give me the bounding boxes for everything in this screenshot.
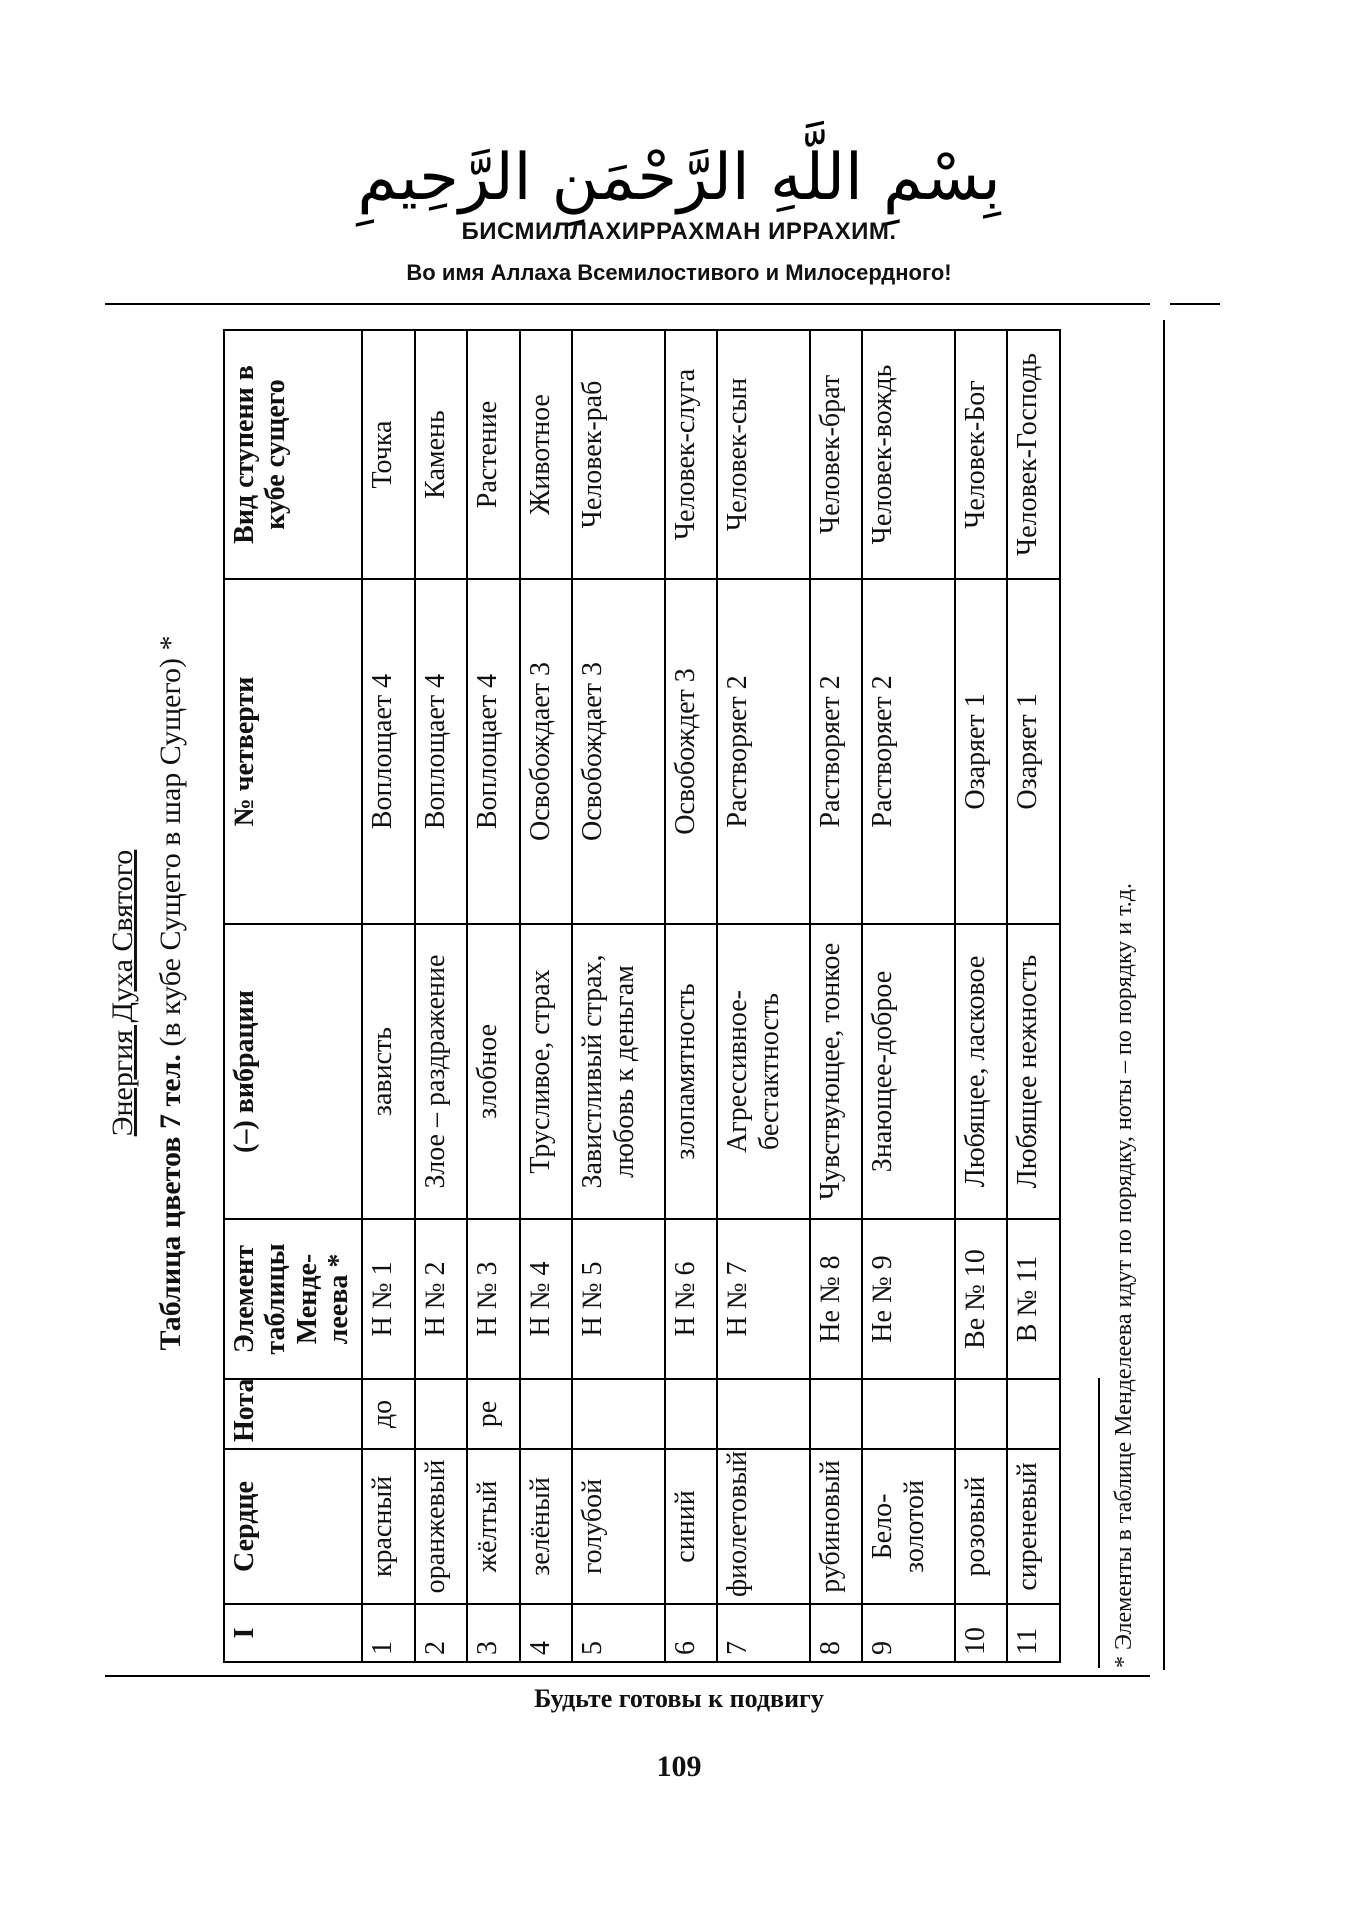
- section-title: Энергия Духа Святого: [106, 849, 139, 1137]
- table-cell: Человек-брат: [810, 330, 863, 579]
- header-cell: № четверти: [224, 579, 362, 924]
- table-cell: [810, 1379, 863, 1449]
- table-cell: злобное: [467, 924, 520, 1219]
- top-rule: [105, 303, 1150, 305]
- table-cell: Н № 3: [467, 1219, 520, 1379]
- header-cell: I: [224, 1604, 362, 1662]
- table-cell: 1: [362, 1604, 415, 1662]
- table-cell: Любящее, ласковое: [955, 924, 1008, 1219]
- table-row: [415, 330, 468, 1662]
- table-cell: Воплощает 4: [467, 579, 520, 924]
- colors-table: [223, 329, 1061, 1663]
- table-cell: Н № 2: [415, 1219, 468, 1379]
- table-cell: Растение: [467, 330, 520, 579]
- table-row: [520, 330, 573, 1662]
- table-header-row: [224, 330, 362, 1662]
- table-cell: [572, 1379, 664, 1449]
- table-cell: Камень: [415, 330, 468, 579]
- table-cell: Н № 6: [665, 1219, 718, 1379]
- table-cell: Озаряет 1: [955, 579, 1008, 924]
- footer-motto: Будьте готовы к подвигу: [534, 1684, 824, 1713]
- table-cell: жёлтый: [467, 1449, 520, 1604]
- table-cell: Н № 5: [572, 1219, 664, 1379]
- table-row: [1007, 330, 1060, 1662]
- table-cell: Животное: [520, 330, 573, 579]
- header-subtitle: Во имя Аллаха Всемилостивого и Милосердного!: [406, 260, 952, 285]
- table-cell: синий: [665, 1449, 718, 1604]
- table-cell: [717, 1379, 809, 1449]
- table-cell: 3: [467, 1604, 520, 1662]
- table-cell: Человек-вождь: [862, 330, 954, 579]
- table-cell: Растворяет 2: [717, 579, 809, 924]
- table-cell: голубой: [572, 1449, 664, 1604]
- table-cell: [955, 1379, 1008, 1449]
- table-cell: Ве № 10: [955, 1219, 1008, 1379]
- table-cell: Человек-слуга: [665, 330, 718, 579]
- table-cell: Н № 7: [717, 1219, 809, 1379]
- table-cell: Чувствующее, тонкое: [810, 924, 863, 1219]
- table-cell: зелёный: [520, 1449, 573, 1604]
- table-cell: Н № 4: [520, 1219, 573, 1379]
- header-cell: Вид ступени в кубе сущего: [224, 330, 362, 579]
- table-row: [572, 330, 664, 1662]
- table-cell: Трусливое, страх: [520, 924, 573, 1219]
- footnote-divider: [1098, 1378, 1100, 1668]
- table-row: [810, 330, 863, 1662]
- table-cell: сиреневый: [1007, 1449, 1060, 1604]
- bottom-rule: [105, 1675, 1150, 1677]
- header-title: БИСМИЛЛАХИРРАХМАН ИРРАХИМ.: [461, 218, 897, 245]
- footnote: * Элементы в таблице Менделеева идут по порядку, ноты – по порядку и т.д.: [1111, 882, 1137, 1668]
- table-cell: Бело-золотой: [862, 1449, 954, 1604]
- table-cell: 7: [717, 1604, 809, 1662]
- table-cell: [415, 1379, 468, 1449]
- table-cell: Человек-Бог: [955, 330, 1008, 579]
- table-title-normal: (в кубе Сущего в шар Сущего) *: [154, 635, 187, 1055]
- table-cell: 4: [520, 1604, 573, 1662]
- table-cell: Человек-раб: [572, 330, 664, 579]
- rotated-content: [100, 318, 1150, 1668]
- table-row: [717, 330, 809, 1662]
- table-cell: Человек-Господь: [1007, 330, 1060, 579]
- table-cell: Точка: [362, 330, 415, 579]
- table-cell: 2: [415, 1604, 468, 1662]
- table-cell: злопамятность: [665, 924, 718, 1219]
- table-cell: Любящее нежность: [1007, 924, 1060, 1219]
- table-cell: [862, 1379, 954, 1449]
- table-row: [955, 330, 1008, 1662]
- table-cell: Агрессивное-бестактность: [717, 924, 809, 1219]
- table-cell: [1007, 1379, 1060, 1449]
- table-cell: рубиновый: [810, 1449, 863, 1604]
- header-cell: Сердце: [224, 1449, 362, 1604]
- top-rule-right: [1170, 303, 1220, 305]
- table-cell: Не № 8: [810, 1219, 863, 1379]
- table-cell: Освобождает 3: [572, 579, 664, 924]
- bismillah-calligraphy: بِسْمِ اللَّهِ الرَّحْمَنِ الرَّحِيمِ: [357, 141, 1001, 215]
- table-cell: Освобождет 3: [665, 579, 718, 924]
- table-cell: ре: [467, 1379, 520, 1449]
- table-title-bold: Таблица цветов 7 тел.: [154, 1054, 187, 1351]
- table-cell: 10: [955, 1604, 1008, 1662]
- table-cell: 6: [665, 1604, 718, 1662]
- table-cell: Озаряет 1: [1007, 579, 1060, 924]
- table-row: [862, 330, 954, 1662]
- table-cell: Знающее-доброе: [862, 924, 954, 1219]
- table-cell: Воплощает 4: [362, 579, 415, 924]
- table-row: [362, 330, 415, 1662]
- header-cell: (–) вибрации: [224, 924, 362, 1219]
- table-cell: оранжевый: [415, 1449, 468, 1604]
- table-cell: фиолетовый: [717, 1449, 809, 1604]
- table-cell: до: [362, 1379, 415, 1449]
- table-cell: 8: [810, 1604, 863, 1662]
- table-cell: В № 11: [1007, 1219, 1060, 1379]
- table-cell: Растворяет 2: [810, 579, 863, 924]
- table-cell: Освобождает 3: [520, 579, 573, 924]
- table-cell: Воплощает 4: [415, 579, 468, 924]
- table-cell: Завистливый страх, любовь к деньгам: [572, 924, 664, 1219]
- table-cell: зависть: [362, 924, 415, 1219]
- table-cell: Человек-сын: [717, 330, 809, 579]
- table-cell: розовый: [955, 1449, 1008, 1604]
- table-title: [154, 318, 188, 1668]
- table-cell: [665, 1379, 718, 1449]
- header-cell: Нота: [224, 1379, 362, 1449]
- table-row: [665, 330, 718, 1662]
- table-cell: [520, 1379, 573, 1449]
- header-cell: Элемент таблицы Менде-леева *: [224, 1219, 362, 1379]
- table-cell: Н № 1: [362, 1219, 415, 1379]
- table-cell: Растворяет 2: [862, 579, 954, 924]
- table-cell: 9: [862, 1604, 954, 1662]
- table-cell: Не № 9: [862, 1219, 954, 1379]
- table-cell: 11: [1007, 1604, 1060, 1662]
- table-cell: Злое – раздражение: [415, 924, 468, 1219]
- table-cell: 5: [572, 1604, 664, 1662]
- table-row: [467, 330, 520, 1662]
- table-cell: красный: [362, 1449, 415, 1604]
- page-number: 109: [656, 1750, 702, 1783]
- footnote-rule-vertical: [1163, 320, 1165, 1670]
